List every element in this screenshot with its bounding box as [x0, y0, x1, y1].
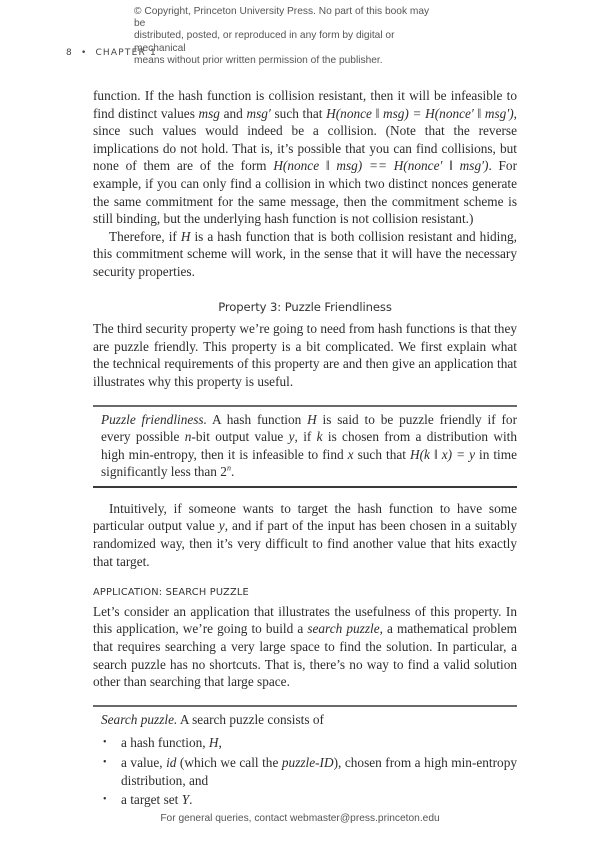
list-item: • a value, id (which we call the puzzle-ID), chosen from a high min-entropy distribution, and — [103, 755, 517, 788]
list-item: • a hash function, H, — [103, 735, 222, 751]
page-body — [93, 87, 517, 811]
formula: H(k ‖ x) = y — [409, 446, 475, 462]
bullet-icon: • — [103, 737, 107, 749]
bullet-icon: • — [103, 794, 107, 806]
paragraph-3: The third security property we’re going to need from hash functions is that they are puzzle friendly. This property is a bit complicated. We first explain what the technical requirements of this property are and then give an application that illustrates why this property is useful. — [93, 321, 517, 389]
paragraph-4: Intuitively, if someone wants to target the hash function to have some particular output value y, and if part of the input has been chosen in a suitably randomized way, then it’s very difficult to find another value that hits exactly that target. — [93, 500, 517, 569]
copyright-line: means without prior written permission of the publisher. — [134, 54, 383, 66]
definition-text: Search puzzle. A search puzzle consists of — [101, 711, 324, 727]
separator-dot: • — [80, 48, 88, 58]
definition-box-search-puzzle — [93, 705, 517, 809]
paragraph-1: function. If the hash function is collision resistant, then it will be infeasible to find distinct values msg and msg′ such that H(nonce ‖ msg) = H(nonce′ ‖ msg′), since such values would indeed be a collision. (Note that the reverse implications do not hold. That is, it’s possible that you can find collisions, but none of them are of the form H(nonce ‖ msg) == H(nonce′ ‖ msg′). For example, if you can only find a collision in which two distinct nonces generate the same commitment for the same message, then the commitment scheme is still binding, but the underlying hash function is not collision resistant.) — [93, 88, 518, 227]
definition-term: Puzzle friendliness. — [101, 411, 207, 427]
copyright-line: distributed, posted, or reproduced in any form by digital or mechanical — [134, 30, 395, 54]
application-heading: APPLICATION: SEARCH PUZZLE — [93, 587, 249, 599]
list-item: • a target set Y. — [103, 792, 193, 808]
subsection-title: Property 3: Puzzle Friendliness — [218, 299, 392, 314]
definition-box-puzzle-friendliness — [93, 405, 517, 488]
copyright-notice — [134, 6, 434, 67]
definition-list — [101, 734, 517, 808]
paragraph-2: Therefore, if H is a hash function that is both collision resistant and hiding, this commitment scheme will work, in the sense that it will have the necessary security properties. — [93, 228, 517, 279]
bullet-icon: • — [103, 757, 107, 768]
footer-contact: For general queries, contact webmaster@press.princeton.edu — [160, 813, 440, 824]
running-head — [66, 48, 157, 58]
copyright-line: © Copyright, Princeton University Press. No part of this book may be — [134, 6, 430, 30]
definition-term: Search puzzle. — [101, 711, 178, 727]
formula: H(nonce ‖ msg) == H(nonce′ ‖ msg′) — [273, 158, 489, 174]
chapter-label: CHAPTER 1 — [95, 48, 157, 58]
term-search-puzzle: search puzzle — [307, 621, 380, 637]
definition-text: Puzzle friendliness. A hash function H is said to be puzzle friendly if for every possible n-bit output value y, if k is chosen from a distribution with high min-entropy, then it is infeasible to find x such that H(k ‖ x) = y in time significantly less than 2$^n$. — [101, 411, 518, 480]
page-number: 8 — [66, 48, 73, 58]
formula: H(nonce ‖ msg) = H(nonce′ ‖ msg′) — [326, 105, 514, 121]
paragraph-5: Let’s consider an application that illustrates the usefulness of this property. In this application, we’re going to build a search puzzle, a mathematical problem that requires searching a very large space to find the solution. In particular, a search puzzle has no shortcuts. That is, there’s no way to find a valid solution other than searching that large space. — [93, 603, 517, 690]
